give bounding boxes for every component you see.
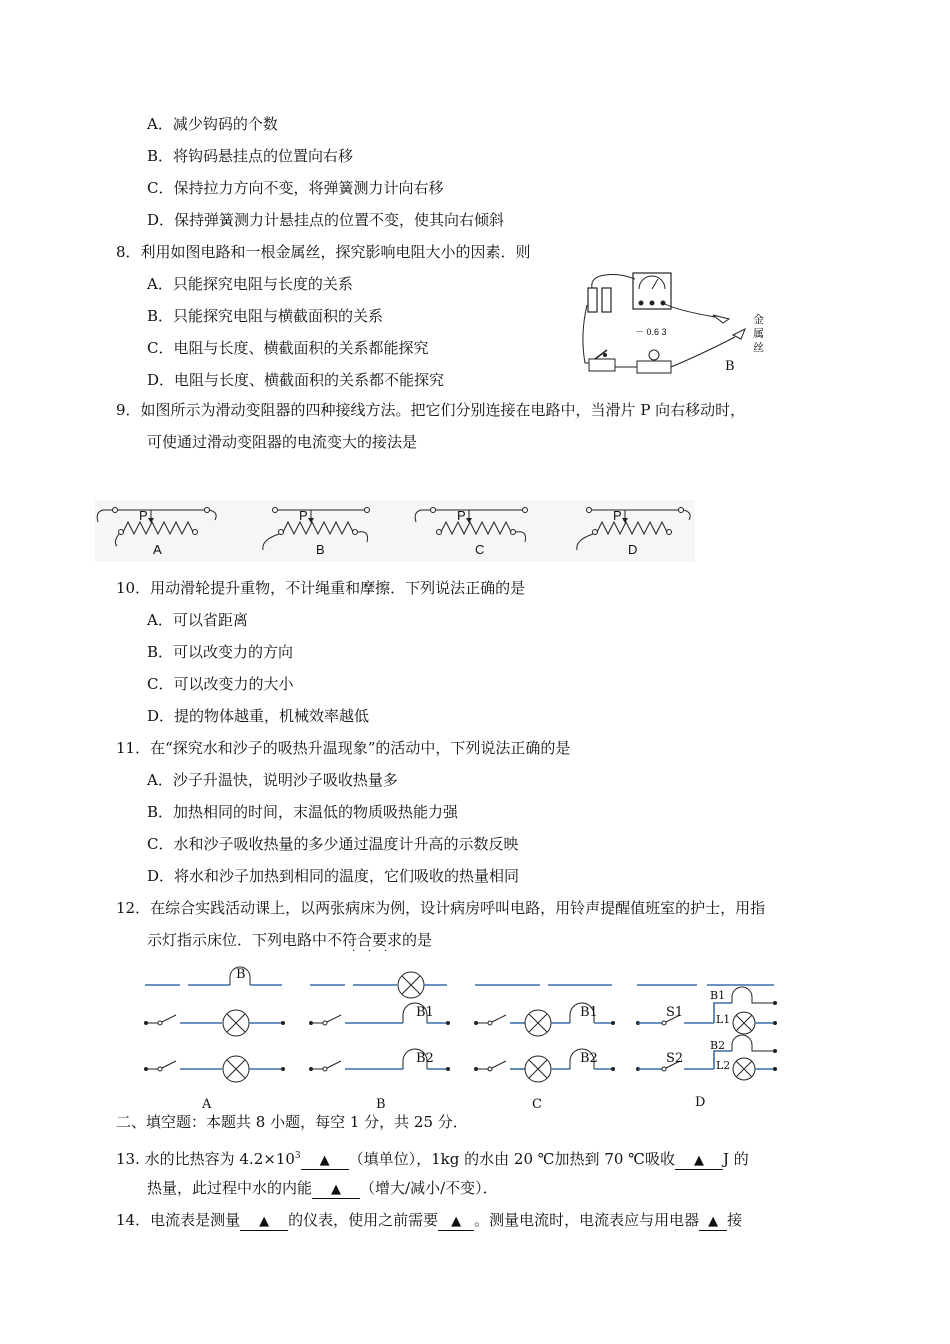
circuit-d-label: D [695,1095,706,1110]
q8-circuit-drawing [575,255,775,380]
q8-option-b: B．只能探究电阻与横截面积的关系 [147,307,384,325]
q10-option-d: D．提的物体越重，机械效率越低 [147,707,370,725]
circuit-b-bell1: B1 [416,1005,434,1020]
q13-blank-unit[interactable]: ▲ [301,1153,349,1170]
emphasis-dot: · [384,946,388,957]
circuit-d-bell1: B1 [710,989,726,1002]
rheostat-b-slider: P [299,508,308,523]
q7-option-c: C．保持拉力方向不变，将弹簧测力计向右移 [147,179,444,197]
q12-stem-line1: 12．在综合实践活动课上，以两张病床为例，设计病房呼叫电路，用铃声提醒值班室的护士，用指 [116,899,766,917]
q9-stem-line1: 9．如图所示为滑动变阻器的四种接线方法。把它们分别连接在电路中，当滑片 P 向右移动时， [116,401,746,419]
q11-option-d: D．将水和沙子加热到相同的温度，它们吸收的热量相同 [147,867,520,885]
q10-option-b: B．可以改变力的方向 [147,643,294,661]
circuit-c-label: C [532,1097,542,1112]
circuit-d-lamp1: L1 [716,1013,731,1026]
section-2-title: 二、填空题：本题共 8 小题，每空 1 分，共 25 分． [116,1113,468,1131]
q10-option-a: A．可以省距离 [147,611,248,629]
q9-stem-line2: 可使通过滑动变阻器的电流变大的接法是 [147,433,418,451]
q8-meter-scale: － 0.6 3 [635,327,667,337]
q13-exponent: 3 [294,1151,301,1161]
q7-option-d: D．保持弹簧测力计悬挂点的位置不变，使其向右倾斜 [147,211,505,229]
q14-blank-3[interactable]: ▲ [699,1214,727,1231]
circuit-a [140,965,290,1080]
rheostat-b-label: B [316,542,325,557]
q8-circuit-figure [575,255,775,380]
q8-wire-label-1: 金 [753,313,764,326]
q11-option-a: A．沙子升温快，说明沙子吸收热量多 [147,771,398,789]
q14-text-c: 。测量电流时，电流表应与用电器 [474,1211,700,1229]
q12-circuit-figure [140,965,790,1115]
q13-line1 [116,1146,749,1170]
circuit-c-bell2: B2 [580,1051,598,1066]
q13-line2 [147,1178,498,1199]
q8-option-d: D．电阻与长度、横截面积的关系都不能探究 [147,371,445,389]
q14-text-a: 14．电流表是测量 [116,1211,241,1229]
circuit-d-bell2: B2 [710,1039,726,1052]
rheostat-a-label: A [153,542,162,557]
circuit-d-switch2: S2 [666,1051,684,1066]
q10-option-c: C．可以改变力的大小 [147,675,294,693]
rheostat-c-slider: P [457,508,466,523]
q14-line [116,1210,742,1231]
emphasis-dot: · [368,946,372,957]
q8-stem: 8．利用如图电路和一根金属丝，探究影响电阻大小的因素．则 [116,243,531,261]
rheostat-a-slider: P [139,508,148,523]
circuit-b-bell2: B2 [416,1051,434,1066]
q14-text-d: 接 [727,1211,743,1229]
q9-rheostat-figure [95,500,695,562]
q14-text-b: 的仪表，使用之前需要 [288,1211,439,1229]
rheostat-d-label: D [628,542,638,557]
q13-text-a: 13. 水的比热容为 4.2×10 [116,1150,295,1168]
q11-option-c: C．水和沙子吸收热量的多少通过温度计升高的示数反映 [147,835,519,853]
q8-wire-label-2: 属 [753,327,764,340]
circuit-b-label: B [376,1097,386,1112]
circuit-d [632,965,782,1080]
q10-stem: 10．用动滑轮提升重物，不计绳重和摩擦．下列说法正确的是 [116,579,526,597]
q7-option-b: B．将钩码悬挂点的位置向右移 [147,147,354,165]
circuit-d-switch1: S1 [666,1005,684,1020]
emphasis-dot: · [352,946,356,957]
rheostat-d-slider: P [613,508,622,523]
q11-stem: 11．在“探究水和沙子的吸热升温现象”的活动中，下列说法正确的是 [116,739,571,757]
q13-text-d: 热量，此过程中水的内能 [147,1179,313,1197]
q14-blank-1[interactable]: ▲ [240,1214,288,1231]
q13-text-b: （填单位），1kg 的水由 20 ℃加热到 70 ℃吸收 [348,1150,675,1168]
q13-blank-heat[interactable]: ▲ [675,1153,723,1170]
q11-option-b: B．加热相同的时间，末温低的物质吸热能力强 [147,803,459,821]
circuit-a-label: A [202,1097,212,1112]
q8-point-b: B [725,359,735,374]
q8-wire-label-3: 丝 [753,341,764,354]
circuit-a-bell: B [236,967,246,982]
q13-text-c: J 的 [722,1150,749,1168]
circuit-c-bell1: B1 [580,1005,598,1020]
q8-option-a: A．只能探究电阻与长度的关系 [147,275,353,293]
q8-option-c: C．电阻与长度、横截面积的关系都能探究 [147,339,429,357]
q7-option-a: A．减少钩码的个数 [147,115,278,133]
q13-blank-internal-energy[interactable]: ▲ [312,1182,360,1199]
q12-stem-line2: 示灯指示床位．下列电路中不符合要求的是 [147,931,433,949]
q14-blank-2[interactable]: ▲ [438,1214,474,1231]
rheostat-c-label: C [475,542,485,557]
q13-text-e: （增大/减小/不变）． [360,1179,498,1197]
circuit-d-lamp2: L2 [716,1059,731,1072]
